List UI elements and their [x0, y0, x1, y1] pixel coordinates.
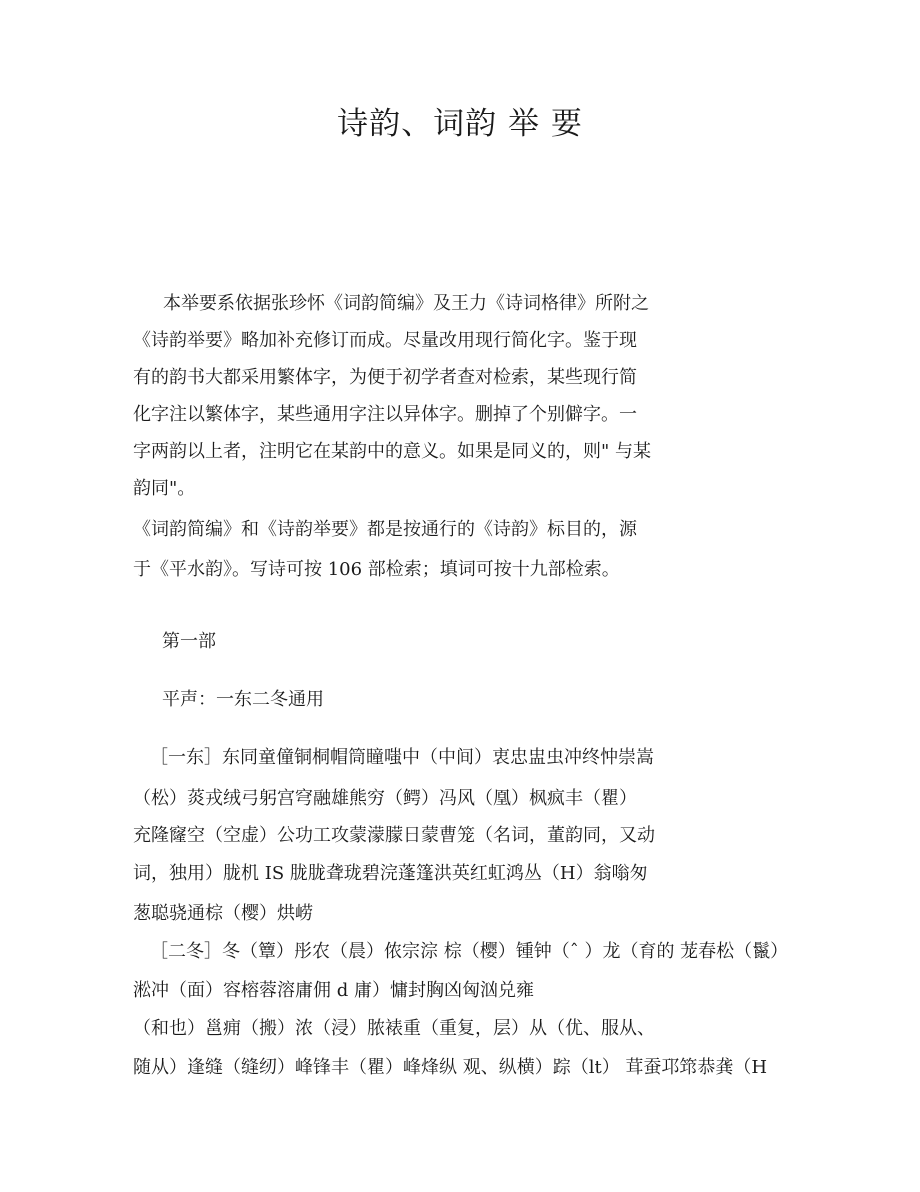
- intro-line: 《词韵简编》和《诗韵举要》都是按通行的《诗韵》标目的，源: [133, 519, 637, 540]
- rhyme-line: ［二冬］冬（簟）彤农（晨）侬宗淙 棕（樱）锺钟（ˆ ）龙（育的 茏春松（鬣）: [150, 941, 789, 962]
- rhyme-line: （松）菼戎绒弓躬宫穹融雄熊穷（鳄）冯风（凰）枫疯丰（瞿）: [133, 788, 637, 809]
- intro-line: 本举要系依据张珍怀《词韵简编》及王力《诗词格律》所附之: [163, 293, 649, 314]
- rhyme-line: ［一东］东同童僮铜桐帽筒瞳嗤中（中间）衷忠盅虫冲终忡崇嵩: [150, 747, 654, 768]
- tone-heading: 平声：一东二冬通用: [162, 689, 324, 710]
- rhyme-line: 随从）逢缝（缝纫）峰锋丰（瞿）峰烽纵 观、纵横）踪（lt） 茸蚕邛筇恭龚（H: [133, 1057, 768, 1078]
- intro-line: 于《平水韵》。写诗可按 106 部检索；填词可按十九部检索。: [133, 559, 620, 580]
- section-heading: 第一部: [162, 631, 216, 652]
- document-title: 诗韵、词韵 举 要: [337, 106, 583, 142]
- rhyme-line: 词，独用）胧机 IS 胧胧聋珑碧浣蓬篷洪英红虹鸿丛（H）翁嗡匆: [133, 863, 648, 884]
- rhyme-line: 葱聪骁通棕（樱）烘崂: [133, 903, 313, 924]
- intro-line: 字两韵以上者，注明它在某韵中的意义。如果是同义的，则" 与某: [133, 441, 651, 462]
- intro-line: 《诗韵举要》略加补充修订而成。尽量改用现行简化字。鉴于现: [133, 330, 637, 351]
- intro-line: 韵同"。: [133, 478, 196, 499]
- rhyme-line: （和也）邕痈（搬）浓（浸）脓裱重（重复，层）从（优、服从、: [133, 1018, 655, 1039]
- intro-line: 化字注以繁体字，某些通用字注以异体字。删掉了个别僻字。一: [133, 404, 637, 425]
- intro-line: 有的韵书大都采用繁体字，为便于初学者查对检索，某些现行简: [133, 367, 637, 388]
- rhyme-line: 充隆窿空（空虚）公功工攻蒙濛朦日蒙曹笼（名词，董韵同，又动: [133, 825, 655, 846]
- rhyme-line: 淞冲（面）容榕蓉溶庸佣 d 庸）慵封胸凶匈汹兑雍: [133, 980, 534, 1001]
